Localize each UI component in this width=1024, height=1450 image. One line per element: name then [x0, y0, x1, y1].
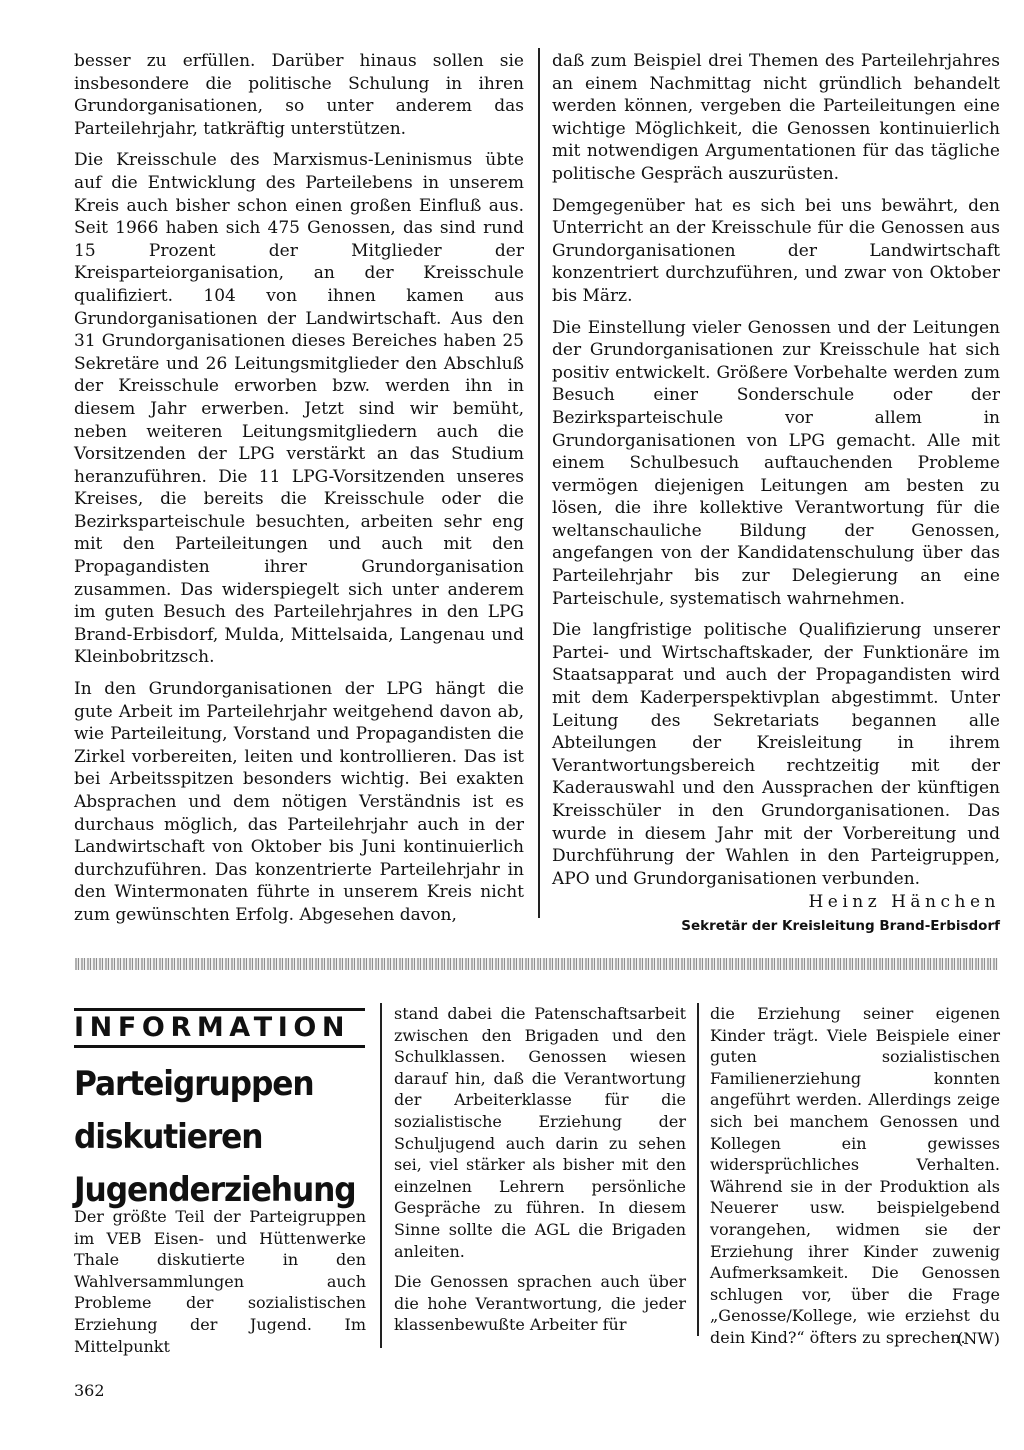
paragraph: Die Kreisschule des Marxismus-Leninismus übte auf die Entwicklung des Parteilebens in unserem Kreis auch bisher schon einen großen Einfluß aus. Seit 1966 haben sich 475 Genossen, das sind rund 15 Prozent der Mitglieder der Kreisparteiorganisation, an der Kreisschule qualifiziert. 104 von ihnen kamen aus Grundorganisationen der Landwirtschaft. Aus den 31 Grundorganisationen dieses Bereiches haben 25 Sekretäre und 26 Leitungsmitglieder den Abschluß der Kreisschule erworben bzw. werden ihn in diesem Jahr erwerben. Jetzt sind wir bemüht, neben weiteren Leitungsmitgliedern auch die Vorsitzenden der LPG verstärkt an das Studium heranzuführen. Die 11 LPG-Vorsitzenden unseres Kreises, die bereits die Kreisschule oder die Bezirksparteischule besuchten, arbeiten sehr eng mit den Parteileitungen und auch mit den Propagandisten ihrer Grundorganisation zusammen. Das widerspiegelt sich unter anderem im guten Besuch des Parteilehrjahres in den LPG Brand-Erbisdorf, Mulda, Mittelsaida, Langenau und Kleinbobritzsch. — [74, 150, 524, 668]
paragraph: Die langfristige politische Qualifizierung unserer Partei- und Wirtschaftskader, der Funktionäre im Staatsapparat und auch der Propagandisten wird mit dem Kaderperspektivplan abgestimmt. Unter Leitung des Sekretariats begannen alle Abteilungen der Kreisleitung in ihrem Verantwortungsbereich rechtzeitig mit der Kaderauswahl und den Aussprachen der künftigen Kreisschüler in den Grundorganisationen. Das wurde in diesem Jahr mit der Vorbereitung und Durchführung der Wahlen in den Parteigruppen, APO und Grundorganisationen verbunden. — [552, 620, 1000, 889]
column-divider — [380, 1003, 382, 1348]
paragraph: In den Grundorganisationen der LPG hängt die gute Arbeit im Parteilehrjahr weitgehend davon ab, wie Parteileitung, Vorstand und Propagandisten die Zirkel vorbereiten, leiten und kontrollieren. Das ist bei Arbeitsspitzen besonders wichtig. Bei exakten Absprachen und dem nötigen Verständnis ist es durchaus möglich, das Parteilehrjahr auch in der Landwirtschaft von Oktober bis Juni kontinuierlich durchzuführen. Das konzentrierte Parteilehrjahr in den Wintermonaten führte in unserem Kreis nicht zum gewünschten Erfolg. Abgesehen davon, — [74, 679, 524, 925]
info-rule-bottom — [74, 1045, 365, 1048]
article-left-column — [74, 50, 524, 936]
paragraph: besser zu erfüllen. Darüber hinaus sollen sie insbesondere die politische Schulung in ihren Grundorganisationen, so unter anderem das Parteilehrjahr, tatkräftig unterstützen. — [74, 51, 524, 139]
page-number: 362 — [74, 1381, 105, 1400]
info-column-3 — [710, 1003, 1000, 1349]
paragraph: Die Genossen sprachen auch über die hohe Verantwortung, die jeder klassenbewußte Arbeiter für — [394, 1272, 686, 1335]
article-right-column — [552, 50, 1000, 936]
column-divider — [697, 1003, 699, 1336]
paragraph: daß zum Beispiel drei Themen des Parteilehrjahres an einem Nachmittag nicht gründlich behandelt werden können, vergeben die Parteileitungen eine wichtige Möglichkeit, die Genossen kontinuierlich mit notwendigen Argumentationen für das tägliche politische Gespräch auszurüsten. — [552, 51, 1000, 184]
paragraph: stand dabei die Patenschaftsarbeit zwischen den Brigaden und den Schulklassen. Genossen wiesen darauf hin, daß die Verantwortung der Arbeiterklasse für die sozialistische Erziehung der Schuljugend auch darin zu sehen sei, viel stärker als bisher mit den einzelnen Lehrern persönliche Gespräche zu führen. In diesem Sinne sollte die AGL die Brigaden anleiten. — [394, 1004, 686, 1261]
author-title: Sekretär der Kreisleitung Brand-Erbisdorf — [681, 917, 1000, 934]
information-label: INFORMATION — [74, 1012, 351, 1043]
source-tag: (NW) — [957, 1328, 1000, 1348]
info-column-1 — [74, 1206, 366, 1366]
column-divider — [538, 48, 540, 918]
paragraph: Die Einstellung vieler Genossen und der Leitungen der Grundorganisationen zur Kreisschule hat sich positiv entwickelt. Größere Vorbehalte werden zum Besuch einer Sonderschule oder der Bezirksparteischule vor allem in Grundorganisationen von LPG gemacht. Alle mit einem Schulbesuch auftauchenden Probleme vermögen diejenigen Leitungen am besten zu lösen, die ihre kollektive Verantwortung für die weltanschauliche Bildung der Genossen, angefangen von der Kandidatenschulung über das Parteilehrjahr bis zur Delegierung an eine Parteischule, systematisch wahrnehmen. — [552, 317, 1000, 609]
author-name: Heinz Hänchen — [808, 892, 1000, 913]
info-column-2 — [394, 1003, 686, 1345]
section-separator — [75, 958, 998, 970]
paragraph: Demgegenüber hat es sich bei uns bewährt, den Unterricht an der Kreisschule für die Genossen aus Grundorganisationen der Landwirtschaft konzentriert durchzuführen, und zwar von Oktober bis März. — [552, 195, 1000, 306]
info-headline: Parteigruppen diskutieren Jugenderziehung — [74, 1064, 356, 1210]
paragraph: die Erziehung seiner eigenen Kinder trägt. Viele Beispiele einer guten sozialistischen Familienerziehung konnten angeführt werden. Allerdings zeige sich bei manchem Genossen und Kollegen ein gewisses widersprüchliches Verhalten. Während sie in der Produktion als Neuerer usw. beispielgebend vorangehen, widmen sie der Erziehung ihrer Kinder zuwenig Aufmerksamkeit. Die Genossen schlugen vor, über die Frage „Genosse/Kollege, wie erziehst du dein Kind?“ öfters zu sprechen. — [710, 1004, 1000, 1347]
paragraph: Der größte Teil der Parteigruppen im VEB Eisen- und Hüttenwerke Thale diskutierte in den Wahlversammlungen auch Probleme der sozialistischen Erziehung der Jugend. Im Mittelpunkt — [74, 1207, 366, 1356]
